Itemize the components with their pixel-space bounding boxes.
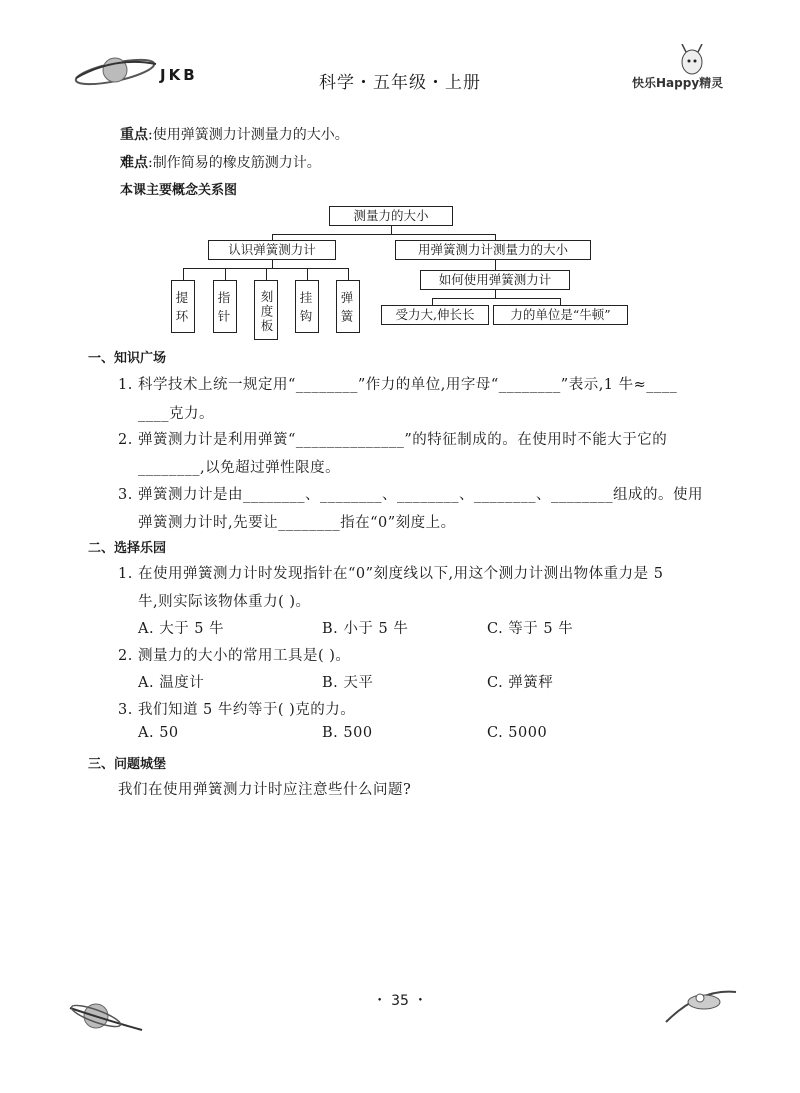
answer-option: A. 大于 5 牛	[138, 621, 225, 637]
section-title-castle: 三、问题城堡	[88, 757, 167, 772]
key-text: :使用弹簧测力计测量力的大小。	[148, 127, 349, 143]
question-text: 牛,则实际该物体重力( )。	[138, 594, 311, 610]
diagram-part-node: 刻度板	[254, 280, 278, 340]
answer-option: C. 5000	[487, 725, 548, 741]
diagram-part-node: 弹簧	[336, 280, 360, 333]
brand-logo: JKB	[160, 66, 198, 84]
diagram-part-node: 提环	[171, 280, 195, 333]
section-title-choice: 二、选择乐园	[88, 541, 167, 556]
answer-option: A. 50	[138, 725, 179, 741]
diagram-root-node: 测量力的大小	[329, 206, 453, 226]
page-header-title: 科学・五年级・上册	[319, 73, 481, 93]
rabbit-mascot-icon	[630, 44, 730, 102]
diagram-howto-node: 如何使用弹簧测力计	[420, 270, 570, 290]
question-text: 我们在使用弹簧测力计时应注意些什么问题?	[118, 782, 412, 798]
section-title-knowledge: 一、知识广场	[88, 351, 167, 366]
diagram-part-node: 指针	[213, 280, 237, 333]
diff-label: 难点	[120, 155, 148, 171]
key-point	[120, 124, 349, 144]
question-text: 弹簧测力计时,先要让________指在“0”刻度上。	[138, 515, 456, 531]
question-text: 2. 弹簧测力计是利用弹簧“______________”的特征制成的。在使用时不能大于它的	[118, 432, 668, 448]
diagram-right-node: 用弹簧测力计测量力的大小	[395, 240, 591, 260]
mascot-badge-text: 快乐Happy精灵	[632, 76, 724, 90]
answer-option: A. 温度计	[138, 675, 205, 691]
concept-map-title: 本课主要概念关系图	[120, 183, 238, 198]
question-text: 3. 我们知道 5 牛约等于( )克的力。	[118, 702, 356, 718]
question-text: ____克力。	[138, 406, 214, 422]
page-number: ・ 35 ・	[372, 993, 428, 1009]
answer-option: B. 小于 5 牛	[322, 621, 409, 637]
mascot-logo	[630, 44, 730, 102]
spaceship-icon	[660, 982, 740, 1030]
diagram-part-node: 挂钩	[295, 280, 319, 333]
key-label: 重点	[120, 127, 148, 143]
answer-option: C. 等于 5 牛	[487, 621, 574, 637]
answer-option: C. 弹簧秤	[487, 675, 554, 691]
difficult-point	[120, 152, 321, 172]
question-text: 1. 科学技术上统一规定用“________”作力的单位,用字母“________”表示,1 牛≈____	[118, 377, 678, 393]
diff-text: :制作简易的橡皮筋测力计。	[148, 155, 321, 171]
diagram-detail-node: 力的单位是“牛顿”	[493, 305, 628, 325]
answer-option: B. 500	[322, 725, 373, 741]
question-text: ________,以免超过弹性限度。	[138, 460, 341, 476]
diagram-left-node: 认识弹簧测力计	[208, 240, 336, 260]
answer-option: B. 天平	[322, 675, 374, 691]
question-text: 2. 测量力的大小的常用工具是( )。	[118, 648, 351, 664]
question-text: 3. 弹簧测力计是由________、________、________、________、________组成的。使用	[118, 487, 703, 503]
question-text: 1. 在使用弹簧测力计时发现指针在“0”刻度线以下,用这个测力计测出物体重力是 5	[118, 566, 664, 582]
diagram-detail-node: 受力大,伸长长	[381, 305, 489, 325]
